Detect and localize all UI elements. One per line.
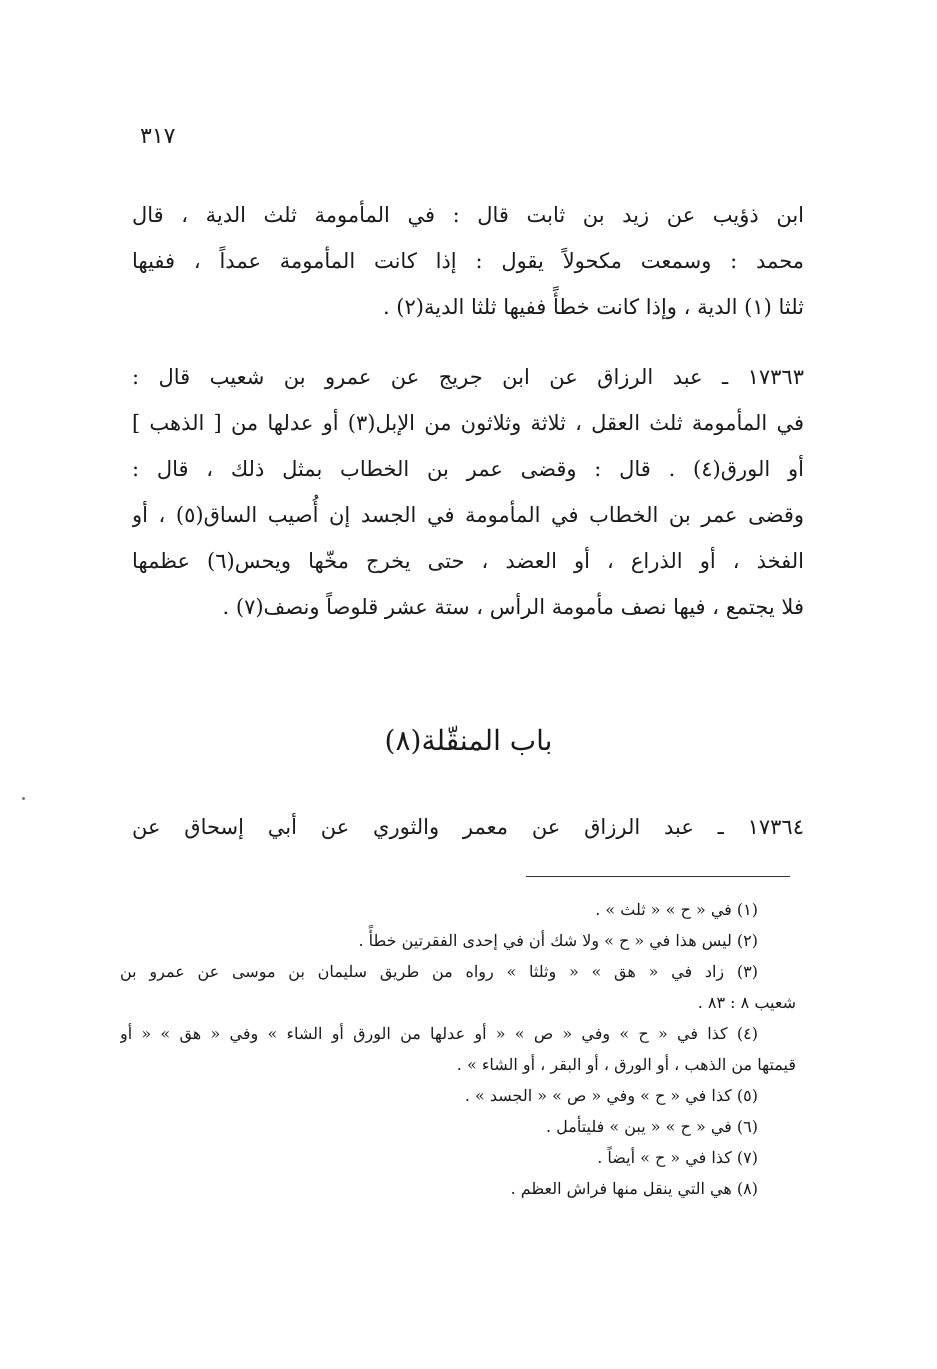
footnote-3-continued: شعيب ٨ : ٨٣ . [697,993,796,1012]
paragraph-2-line-6: فلا يجتمع ، فيها نصف مأمومة الرأس ، ستة عشر قلوصاً ونصف(٧) . [222,595,804,619]
paragraph-2-line-3: أو الورق(٤) . قال : وقضى عمر بن الخطاب بمثل ذلك ، قال : [132,457,804,481]
footnote-6: (٦) في « ح » « يبن » فليتأمل . [545,1117,758,1136]
paragraph-1-line-2: محمد : وسمعت مكحولاً يقول : إذا كانت المأمومة عمداً ، ففيها [132,249,804,273]
footnote-8: (٨) هي التي ينقل منها فراش العظم . [510,1179,758,1198]
footnote-separator [526,876,790,877]
page-number: ٣١٧ [140,124,176,149]
paragraph-3-line-1: ١٧٣٦٤ ـ عبد الرزاق عن معمر والثوري عن أبي إسحاق عن [132,815,804,839]
paragraph-2-line-5: الفخذ ، أو الذراع ، أو العضد ، حتى يخرج مخّها ويحس(٦) عظمها [132,549,804,573]
footnote-4: (٤) كذا في « ح » وفي « ص » « أو عدلها من الورق أو الشاء » وفي « هق » « أو [120,1024,758,1043]
footnote-5: (٥) كذا في « ح » وفي « ص » « الجسد » . [464,1086,758,1105]
main-text-continued [132,804,804,850]
paragraph-2-line-1: ١٧٣٦٣ ـ عبد الرزاق عن ابن جريج عن عمرو بن شعيب قال : [132,365,804,389]
footnotes [120,894,796,1204]
footnote-4-continued: قيمتها من الذهب ، أو الورق ، أو البقر ، أو الشاء » . [456,1055,796,1074]
main-text [132,192,804,630]
footnote-2: (٢) ليس هذا في « ح » ولا شك أن في إحدى الفقرتين خطأً . [358,931,758,950]
section-heading: باب المنقّلة(٨) [384,724,553,757]
paragraph-1-line-3: ثلثا (١) الدية ، وإذا كانت خطأً ففيها ثلثا الدية(٢) . [382,295,804,319]
footnote-7: (٧) كذا في « ح » أيضاً . [597,1148,758,1167]
footnote-3: (٣) زاد في « هق » « وثلثا » رواه من طريق سليمان بن موسى عن عمرو بن [120,962,758,981]
paragraph-1-line-1: ابن ذؤيب عن زيد بن ثابت قال : في المأمومة ثلث الدية ، قال [132,203,804,227]
paragraph-2-line-4: وقضى عمر بن الخطاب في المأمومة في الجسد إن أُصيب الساق(٥) ، أو [132,503,804,527]
paragraph-2-line-2: في المأمومة ثلث العقل ، ثلاثة وثلاثون من الإبل(٣) أو عدلها من [ الذهب ] [132,411,804,435]
footnote-1: (١) في « ح » « ثلث » . [595,900,758,919]
scan-speck [22,797,25,800]
